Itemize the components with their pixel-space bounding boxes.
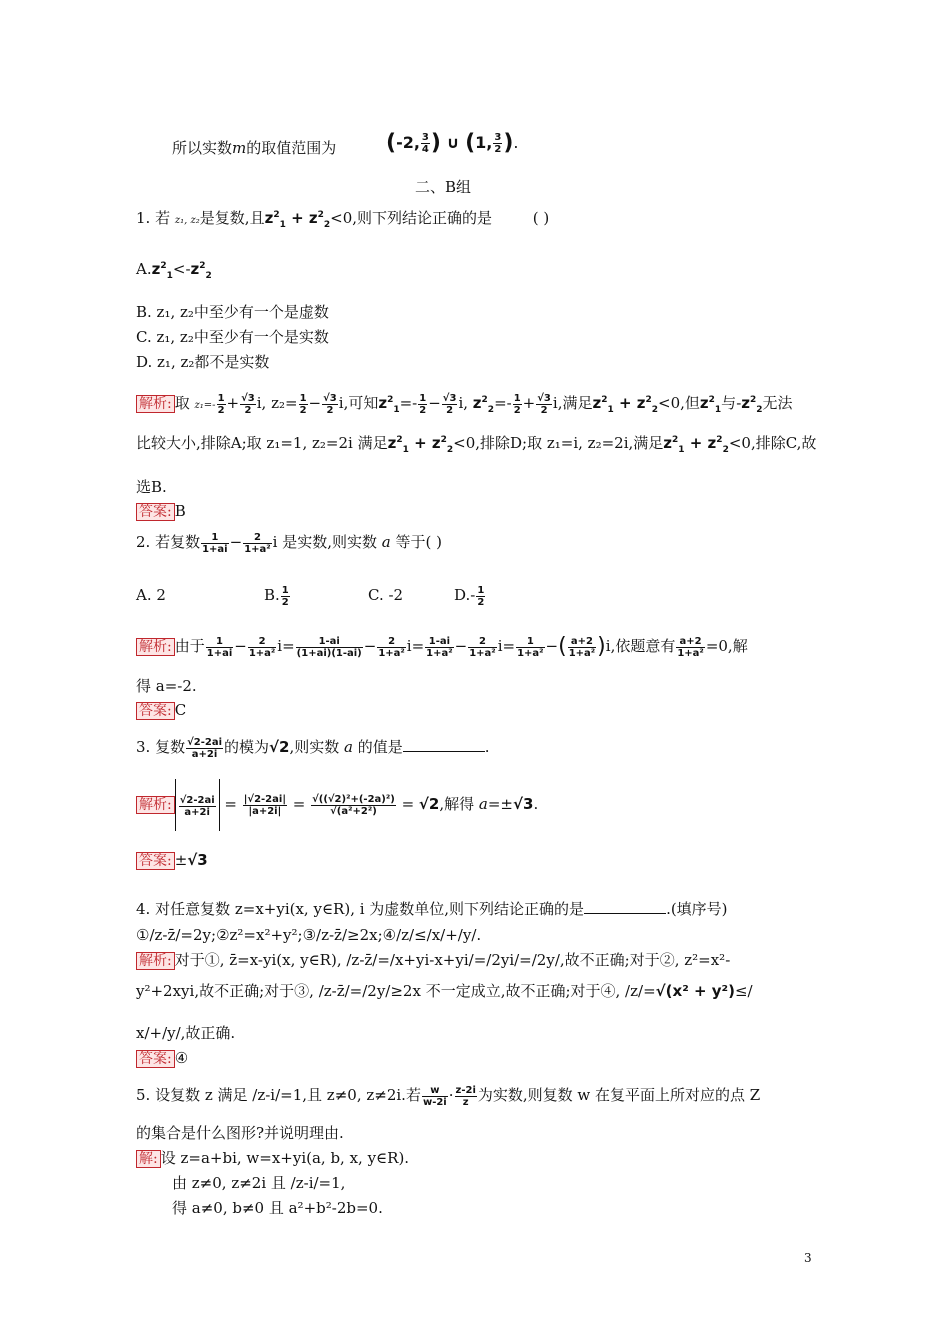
q1-sol1-g: <0,但 (658, 394, 700, 412)
q2-answer-value: C (174, 701, 187, 719)
q5-sol1: 设 z=a+bi, w=x+yi(a, b, x, y∈R). (160, 1149, 410, 1167)
intro-text-1: 所以实数 (172, 139, 233, 157)
q4-answer (136, 1048, 188, 1069)
q1-sol1-i: 无法 (762, 394, 793, 412)
q1-option-d: D. z₁, z₂都不是实数 (136, 353, 270, 371)
q1-sol1-h: 与 (721, 394, 737, 412)
q3-solution: 解析: $\frac{√2-2ai}{a+2i}$ = $\frac{|√2-2ai|}{|a+2i|}$ = $\frac{\text{√((√2)²+(-2a)²)}}{\text{√(a²+2²)}}$ = √2,解得 a=±√3. (136, 778, 538, 831)
q4-stem-end: .(填序号) (666, 900, 728, 918)
q1-option-c: C. z₁, z₂中至少有一个是实数 (136, 328, 329, 346)
q2-stem-post: i 是实数,则实数 (272, 533, 377, 551)
q4-items: ①/z-z̄/=2y;②z²=x²+y²;③/z-z̄/≥2x;④/z/≤/x/+/y/. (136, 926, 482, 944)
q3-dot: . (484, 738, 490, 756)
q1-sol2-b: <0,排除D;取 z₁=i, z₂=2i,满足 (453, 434, 664, 452)
q1-sol2-c: <0,排除C,故 (728, 434, 817, 452)
q2-opt-a: A. 2 (136, 586, 166, 604)
q1-paren: ( ) (532, 209, 550, 227)
q5-stem: 5. 设复数 z 满足 /z-i/=1,且 z≠0, z≠2i.若 $\frac{w}{w-2i}$ · $\frac{z-2i}{z}$ 为实数,则复数 w 在复平面上所对应的点 Z (136, 1084, 761, 1108)
q4-sol2: y²+2xyi,故不正确;对于③, /z-z̄/=/2y/≥2x 不一定成立,故不正确;对于④, /z/= (136, 982, 656, 1000)
q4-solution-3: x/+/y/,故正确. (136, 1024, 236, 1042)
q1-option-b: B. z₁, z₂中至少有一个是虚数 (136, 303, 329, 321)
q1-sol1-b: z₁=- (194, 400, 216, 411)
q3-stem: 3. 复数 $\frac{√2-2ai}{a+2i}$ 的模为√2,则实数 a 的值是 . (136, 736, 490, 760)
q5-solution-2: 由 z≠0, z≠2i 且 /z-i/=1, (172, 1174, 346, 1192)
q1-sol1-a: 取 (174, 394, 190, 412)
q4-daan-tag: 答案: (136, 1050, 175, 1068)
q2-opt-d: D. (454, 586, 471, 604)
q4-stem (136, 899, 728, 919)
q3-stem-pre: 3. 复数 (136, 738, 186, 756)
q1-solution-1: 解析: 取 z₁=- $\frac{1}{2}$ + $\frac{√3}{2}$ i, z₂= $\frac{1}{2}$ − $\frac{√3}{2}$ i,可知$z^2_1=-$ $\frac{1}{2}$ − $\frac{√3}{2}$ i, $z^2_2=-$ $\frac{1}{2}$ + $\frac{√3}{2}$ i,满足$z^2_1 + z^2_2<0$,但$z^2_1$与$-z^2_2$无法 (136, 384, 793, 426)
q1-stem-pre: 1. 若 (136, 209, 171, 227)
q1-jiexi-tag: 解析: (136, 395, 175, 413)
q4-jiexi-tag: 解析: (136, 952, 175, 970)
q2-daan-tag: 答案: (136, 702, 175, 720)
q4-sol1: 对于①, z̄=x-yi(x, y∈R), /z-z̄/=/x+yi-x+yi/=/2yi/=/2y/,故不正确;对于②, z²=x²- (174, 951, 731, 969)
q5-stem-post: 为实数,则复数 w 在复平面上所对应的点 Z (477, 1086, 761, 1104)
q2-stem-pre: 2. 若复数 (136, 533, 201, 551)
q1-stem (136, 205, 549, 235)
q1-sol1-d: i,可知 (338, 394, 379, 412)
q1-stem-mid: 是复数,且 (199, 209, 265, 227)
intro-interval: (-2, $\frac{3}{4}$ ) ∪ (1, $\frac{3}{2}$ ). (386, 130, 519, 156)
q1-sol1-f: i,满足 (552, 394, 593, 412)
q1-expr: $z^2_1 + z^2_2$ (264, 209, 331, 230)
q1-solution-2: 比较大小,排除A;取 z₁=1, z₂=2i 满足$z^2_1 + z^2_2<0$,排除D;取 z₁=i, z₂=2i,满足$z^2_1 + z^2_2<0$,排除C,故 (136, 434, 817, 455)
q3-blank (403, 737, 485, 752)
q1-sol1-e: i, (458, 394, 469, 412)
q1-answer (136, 501, 186, 522)
q1-option-a: $A.z^2_1<-z^2_2$ (136, 260, 212, 281)
q3-stem-mid: 的模为 (224, 738, 270, 756)
q4-solution-1 (136, 950, 730, 971)
q3-stem-post: ,则实数 (289, 738, 340, 756)
q2-solution-2: 得 a=-2. (136, 677, 197, 695)
q4-sol2-end: ≤/ (734, 982, 753, 1000)
q3-stem-end: 的值是 (357, 738, 403, 756)
q3-daan-tag: 答案: (136, 852, 175, 870)
q2-solution-1: 解析: 由于 $\frac{1}{1+ai}$ − $\frac{2}{\text{1+a²}}$ i= $\frac{1-ai}{(1+ai)(1-ai)}$ − $\frac{2}{\text{1+a²}}$ i= $\frac{1-ai}{\text{1+a²}}$ − $\frac{2}{\text{1+a²}}$ i= $\frac{1}{\text{1+a²}}$ −( $\frac{a+2}{\text{1+a²}}$ )i,依题意有 $\frac{a+2}{\text{1+a²}}$ =0,解 (136, 628, 748, 665)
q2-jiexi-tag: 解析: (136, 638, 175, 656)
q4-answer-value: ④ (174, 1049, 189, 1067)
union-symbol: ∪ (446, 133, 460, 152)
intro-line (172, 138, 336, 158)
q3-sol-end: ,解得 (439, 795, 475, 813)
var-m: m (232, 139, 247, 157)
q4-solution-2: y²+2xyi,故不正确;对于③, /z-z̄/=/2y/≥2x 不一定成立,故不正确;对于④, /z/=√(x² + y²)≤/ (136, 982, 753, 1000)
q1-daan-tag: 答案: (136, 503, 175, 521)
q4-blank (584, 899, 666, 914)
q3-answer: 答案: ±√3 (136, 850, 208, 871)
q2-var-a: a (381, 533, 391, 551)
q2-stem-end: 等于( ) (395, 533, 442, 551)
q3-jiexi-tag: 解析: (136, 796, 175, 814)
intro-period: . (513, 133, 519, 152)
intro-text-2: 的取值范围为 (246, 139, 337, 157)
q3-var-a: a (344, 738, 353, 756)
q3-sol-var: a=± (478, 795, 514, 813)
q2-opt-b: B. (264, 586, 280, 604)
q2-answer (136, 700, 186, 721)
q1-sol2-a: 比较大小,排除A;取 z₁=1, z₂=2i 满足 (136, 434, 388, 452)
section-title: 二、B组 (415, 178, 472, 196)
q1-vars: z₁, z₂ (174, 215, 200, 226)
q2-stem: 2. 若复数 $\frac{1}{1+ai}$ − $\frac{2}{\text{1+a²}}$ i 是实数,则实数 a 等于( ) (136, 531, 442, 555)
q5-solution-3: 得 a≠0, b≠0 且 a²+b²-2b=0. (172, 1199, 383, 1217)
q1-sol1-c: i, z₂= (256, 394, 298, 412)
q2-sol-a: 由于 (174, 637, 205, 655)
q1-opt-a-label: A. (136, 260, 152, 278)
q1-answer-value: B (174, 502, 186, 520)
q5-stem-pre: 5. 设复数 z 满足 /z-i/=1,且 z≠0, z≠2i.若 (136, 1086, 421, 1104)
page-number: 3 (804, 1251, 812, 1265)
q1-solution-3: 选B. (136, 478, 167, 496)
q2-opt-c: C. -2 (368, 586, 404, 604)
q2-sol-b: i,依题意有 (605, 637, 676, 655)
q3-answer-value: ± (174, 851, 188, 869)
q2-options: A. 2 B. $\frac{1}{2}$ C. -2 D.- $\frac{1}{2}$ (136, 580, 536, 610)
q1-stem-post: <0,则下列结论正确的是 (330, 209, 493, 227)
q1-opt-a-rel: <- (172, 260, 191, 278)
q5-jie-tag: 解: (136, 1150, 161, 1168)
q5-solution-1 (136, 1148, 409, 1169)
q2-sol-c: =0,解 (705, 637, 748, 655)
q5-stem-2: 的集合是什么图形?并说明理由. (136, 1124, 344, 1142)
q4-stem-text: 4. 对任意复数 z=x+yi(x, y∈R), i 为虚数单位,则下列结论正确的是 (136, 900, 585, 918)
q3-sol-dot: . (533, 795, 539, 813)
